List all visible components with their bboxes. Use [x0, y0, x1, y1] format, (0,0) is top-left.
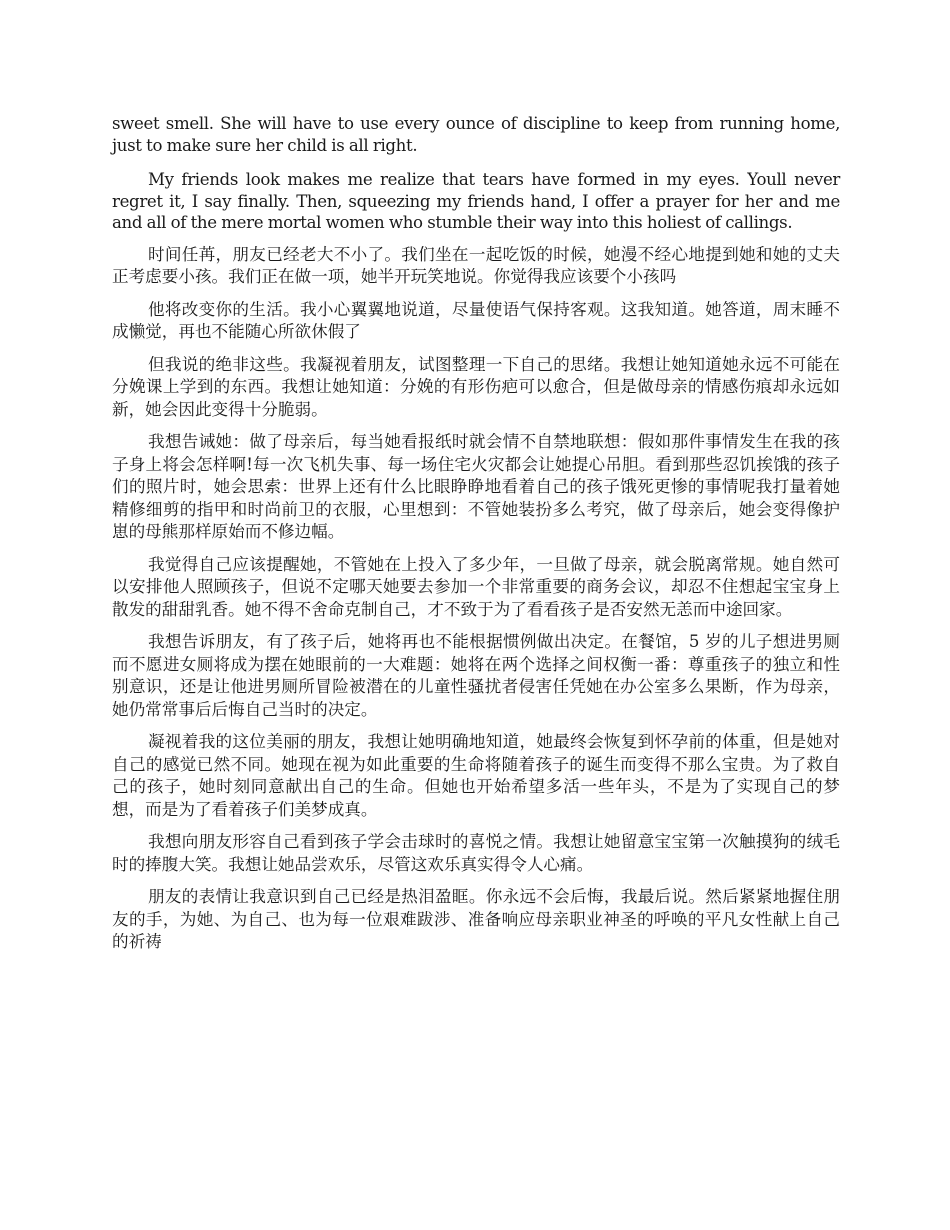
paragraph-en-1: sweet smell. She will have to use every ounce of discipline to keep from running home, just to make sure her child is all right. — [112, 114, 840, 155]
paragraph-zh-4: 我想告诫她：做了母亲后，每当她看报纸时就会情不自禁地联想：假如那件事情发生在我的孩子身上将会怎样啊!每一次飞机失事、每一场住宅火灾都会让她提心吊胆。看到那些忍饥挨饿的孩子们的照片时，她会思索：世界上还有什么比眼睁睁地看着自己的孩子饿死更惨的事情呢我打量着她精修细剪的指甲和时尚前卫的衣服，心里想到：不管她装扮多么考究，做了母亲后，她会变得像护崽的母熊那样原始而不修边幅。 — [112, 432, 840, 541]
paragraph-zh-5: 我觉得自己应该提醒她，不管她在上投入了多少年，一旦做了母亲，就会脱离常规。她自然可以安排他人照顾孩子，但说不定哪天她要去参加一个非常重要的商务会议，却忍不住想起宝宝身上散发的甜甜乳香。她不得不舍命克制自己，才不致于为了看看孩子是否安然无恙而中途回家。 — [112, 554, 840, 619]
paragraph-zh-1: 时间任苒，朋友已经老大不小了。我们坐在一起吃饭的时候，她漫不经心地提到她和她的丈夫正考虑要小孩。我们正在做一项，她半开玩笑地说。你觉得我应该要个小孩吗 — [112, 244, 840, 286]
paragraph-zh-8: 我想向朋友形容自己看到孩子学会击球时的喜悦之情。我想让她留意宝宝第一次触摸狗的绒毛时的捧腹大笑。我想让她品尝欢乐，尽管这欢乐真实得令人心痛。 — [112, 832, 840, 874]
paragraph-zh-9: 朋友的表情让我意识到自己已经是热泪盈眶。你永远不会后悔，我最后说。然后紧紧地握住朋友的手，为她、为自己、也为每一位艰难跋涉、准备响应母亲职业神圣的呼唤的平凡女性献上自己的祈祷 — [112, 887, 840, 951]
paragraph-zh-3: 但我说的绝非这些。我凝视着朋友，试图整理一下自己的思绪。我想让她知道她永远不可能在分娩课上学到的东西。我想让她知道：分娩的有形伤疤可以愈合，但是做母亲的情感伤痕却永远如新，她会因此变得十分脆弱。 — [112, 354, 840, 419]
paragraph-zh-7: 凝视着我的这位美丽的朋友，我想让她明确地知道，她最终会恢复到怀孕前的体重，但是她对自己的感觉已然不同。她现在视为如此重要的生命将随着孩子的诞生而变得不那么宝贵。为了救自己的孩子，她时刻同意献出自己的生命。但她也开始希望多活一些年头，不是为了实现自己的梦想，而是为了看着孩子们美梦成真。 — [112, 732, 840, 819]
paragraph-zh-6: 我想告诉朋友，有了孩子后，她将再也不能根据惯例做出决定。在餐馆，5 岁的儿子想进男厕而不愿进女厕将成为摆在她眼前的一大难题：她将在两个选择之间权衡一番：尊重孩子的独立和性别意识，还是让他进男厕所冒险被潜在的儿童性骚扰者侵害任凭她在办公室多么果断，作为母亲，她仍常常事后后悔自己当时的决定。 — [112, 632, 840, 719]
document-body — [112, 113, 840, 964]
paragraph-zh-2: 他将改变你的生活。我小心翼翼地说道，尽量使语气保持客观。这我知道。她答道，周末睡不成懒觉，再也不能随心所欲休假了 — [112, 299, 840, 341]
paragraph-en-2: My friends look makes me realize that tears have formed in my eyes. Youll never regret it, I say finally. Then, squeezing my friends hand, I offer a prayer for her and me and all of the mere mortal women who stumble their way into this holiest of callings. — [112, 170, 840, 232]
